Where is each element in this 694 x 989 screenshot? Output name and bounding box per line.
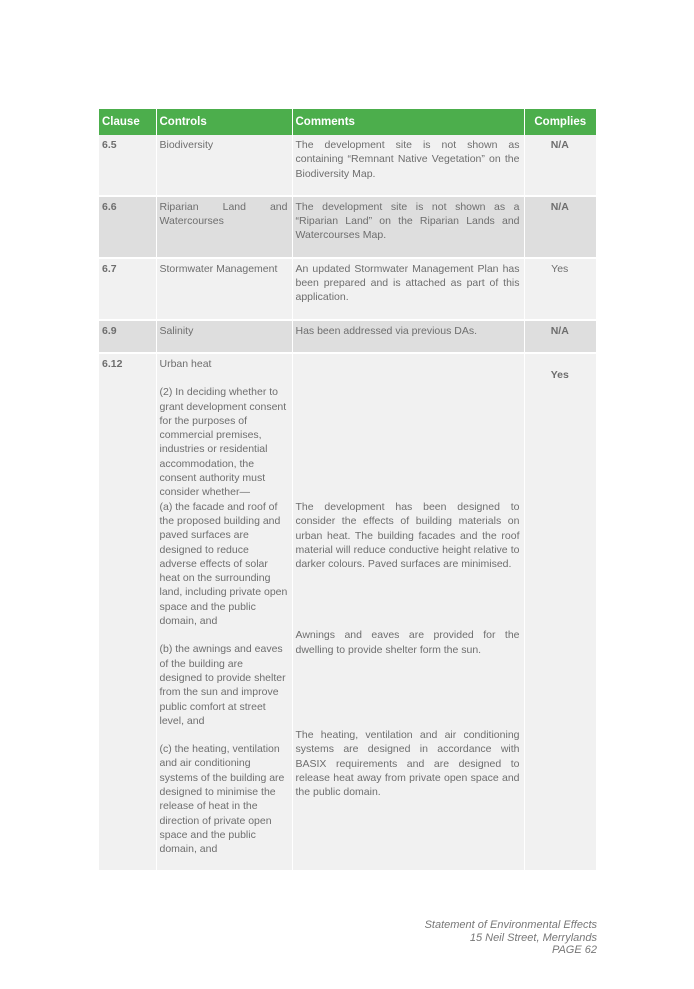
- urban-heat-intro: (2) In deciding whether to grant development consent for the purposes of commercial premises, industries or residential accommodation, the consent authority must consider whether—: [159, 386, 287, 499]
- urban-heat-title: Urban heat: [159, 357, 212, 370]
- table-row: [99, 259, 596, 319]
- control-item-a: (a) the facade and roof of the proposed building and paved surfaces are designed to reduce adverse effects of solar heat on the surrounding land, including private open space and the public domain, and: [159, 500, 288, 628]
- comment-text: The development site is not shown as containing “Remnant Native Vegetation” on the Biodiversity Map.: [292, 135, 524, 195]
- controls-table: [99, 109, 596, 870]
- header-complies: Complies: [524, 109, 596, 135]
- complies-value: N/A: [524, 321, 596, 352]
- comment-item-b: Awnings and eaves are provided for the dwelling to provide shelter form the sun.: [295, 629, 520, 656]
- header-comments: Comments: [292, 109, 524, 135]
- complies-value: N/A: [524, 197, 596, 257]
- clause-number: 6.6: [99, 197, 156, 257]
- control-text: Riparian Land and Watercourses: [156, 197, 292, 257]
- table-row: [99, 135, 596, 195]
- table-header: [99, 109, 596, 135]
- clause-number: 6.9: [99, 321, 156, 352]
- footer-address: 15 Neil Street, Merrylands: [469, 931, 597, 944]
- clause-number: 6.7: [99, 259, 156, 319]
- footer-document-title: Statement of Environmental Effects: [424, 919, 597, 931]
- complies-value: Yes: [550, 368, 569, 381]
- complies-value: Yes: [524, 259, 596, 319]
- comment-item-a: The development has been designed to consider the effects of building materials on urban heat. The building facades and the roof material will reduce conductive height relative to darker colours. Paved surfaces are minimised.: [295, 500, 520, 571]
- page-number: PAGE 62: [551, 944, 597, 956]
- page-footer: [425, 919, 597, 957]
- urban-heat-complies: [524, 354, 596, 871]
- comment-text: The development site is not shown as a “Riparian Land” on the Riparian Lands and Watercourses Map.: [292, 197, 524, 257]
- clause-number: 6.5: [99, 135, 156, 195]
- table-row: [99, 197, 596, 257]
- clause-number: 6.12: [99, 354, 156, 871]
- control-text: Stormwater Management: [156, 259, 292, 319]
- table-row: [99, 321, 596, 352]
- urban-heat-controls: [156, 354, 292, 871]
- control-item-c: (c) the heating, ventilation and air conditioning systems of the building are designed to minimise the release of heat in the direction of private open space and the public domain, and: [159, 743, 285, 856]
- comment-item-c: The heating, ventilation and air conditioning systems are designed in accordance with BASIX requirements and are designed to release heat away from private open space and the public domain.: [295, 729, 520, 799]
- comment-text: Has been addressed via previous DAs.: [292, 321, 524, 352]
- control-text: Biodiversity: [156, 135, 292, 195]
- header-controls: Controls: [156, 109, 292, 135]
- comment-text: An updated Stormwater Management Plan has been prepared and is attached as part of this application.: [292, 259, 524, 319]
- urban-heat-comments: [292, 354, 524, 871]
- control-item-b: (b) the awnings and eaves of the building are designed to provide shelter from the sun and improve public comfort at street level, and: [159, 643, 286, 727]
- header-clause: Clause: [99, 109, 156, 135]
- table-row-urban-heat: [99, 354, 596, 871]
- control-text: Salinity: [156, 321, 292, 352]
- complies-value: N/A: [524, 135, 596, 195]
